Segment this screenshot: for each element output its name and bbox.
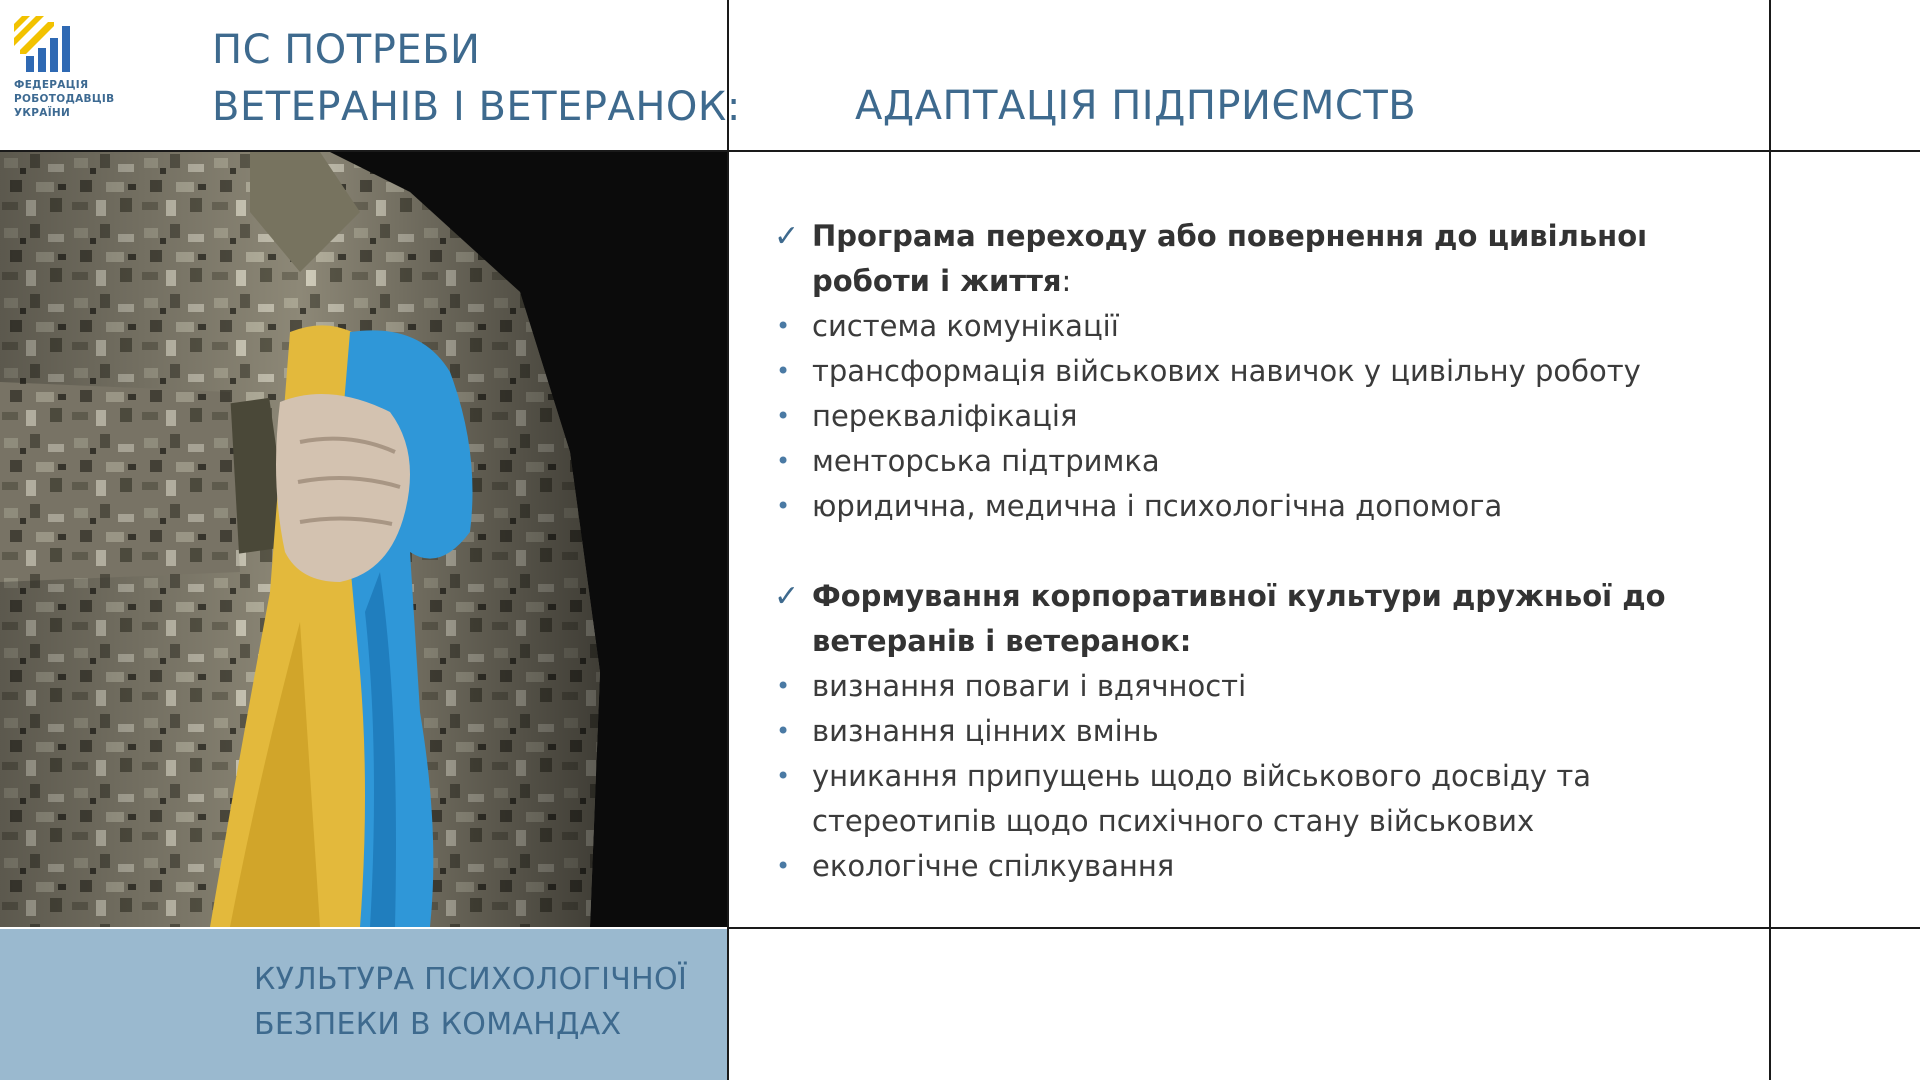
bullet-icon: • <box>776 672 791 700</box>
list-item-line: стереотипів щодо психічного стану військових <box>812 804 1535 838</box>
bullet-icon: • <box>776 492 791 520</box>
list-item: • менторська підтримка <box>770 439 1760 484</box>
content-list <box>770 214 1760 889</box>
bullet-list <box>770 664 1760 889</box>
footer-line2: БЕЗПЕКИ В КОМАНДАХ <box>254 1007 622 1042</box>
list-item: • юридична, медична і психологічна допомога <box>770 484 1760 529</box>
list-item-line: уникання припущень щодо військового досвіду та <box>812 759 1591 793</box>
bullet-icon: • <box>776 312 791 340</box>
bullet-icon: • <box>776 447 791 475</box>
section-corporate-culture <box>770 574 1760 889</box>
page-title-line1: ПС ПОТРЕБИ <box>212 27 481 73</box>
divider-vertical-left <box>727 0 729 1080</box>
logo-line: ФЕДЕРАЦІЯ <box>14 79 89 91</box>
checkmark-icon: ✓ <box>774 219 800 254</box>
list-item: • визнання поваги і вдячності <box>770 664 1760 709</box>
page-title <box>212 22 741 136</box>
logo-text <box>14 78 144 120</box>
section-heading-line2: роботи і життя <box>812 264 1062 298</box>
bullet-icon: • <box>776 852 791 880</box>
logo-line: УКРАЇНИ <box>14 107 71 119</box>
section-heading <box>770 574 1760 664</box>
list-item: • система комунікації <box>770 304 1760 349</box>
federation-logo <box>14 16 144 120</box>
bullet-icon: • <box>776 762 791 790</box>
divider-vertical-right <box>1769 0 1771 1080</box>
logo-line: РОБОТОДАВЦІВ <box>14 93 115 105</box>
footer-line1: КУЛЬТУРА ПСИХОЛОГІЧНОЇ <box>254 962 688 997</box>
checkmark-icon: ✓ <box>774 579 800 614</box>
section-heading-colon: : <box>1061 264 1072 298</box>
section-heading-line2: ветеранів і ветеранок: <box>812 624 1192 658</box>
logo-mark-icon <box>14 16 70 72</box>
bullet-icon: • <box>776 357 791 385</box>
section-transition-program <box>770 214 1760 529</box>
page-title-line2: ВЕТЕРАНІВ І ВЕТЕРАНОК: <box>212 84 741 130</box>
section-heading-text <box>812 574 1666 664</box>
section-heading-text <box>812 214 1647 304</box>
list-item: • перекваліфікація <box>770 394 1760 439</box>
footer-banner <box>0 929 727 1080</box>
footer-text <box>254 957 687 1047</box>
bullet-icon: • <box>776 717 791 745</box>
soldier-flag-photo <box>0 152 727 927</box>
list-item: • визнання цінних вмінь <box>770 709 1760 754</box>
section-heading-line1: Програма переходу або повернення до цивільноı <box>812 219 1648 253</box>
list-item: • екологічне спілкування <box>770 844 1760 889</box>
section-heading-line1: Формування корпоративної культури дружньої до <box>812 579 1666 613</box>
section-heading <box>770 214 1760 304</box>
divider-horizontal-bottom <box>727 927 1920 929</box>
bullet-list <box>770 304 1760 529</box>
list-item <box>770 754 1760 844</box>
bullet-icon: • <box>776 402 791 430</box>
section-title: АДАПТАЦІЯ ПІДПРИЄМСТВ <box>855 83 1417 129</box>
list-item: • трансформація військових навичок у цивільну роботу <box>770 349 1760 394</box>
